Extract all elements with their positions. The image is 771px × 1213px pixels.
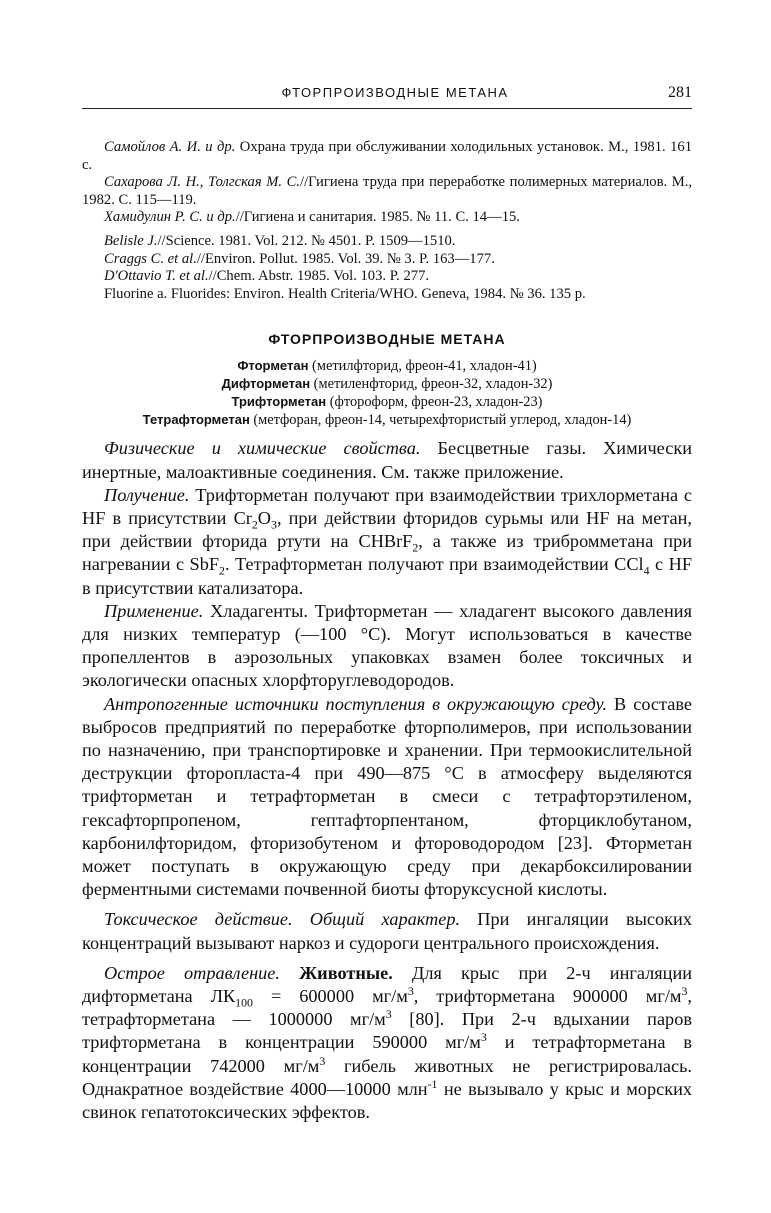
paragraph-toxic-action	[82, 908, 692, 954]
reference-item	[82, 251, 692, 269]
compound-name: Дифторметан	[221, 376, 311, 392]
synonym-line	[82, 393, 692, 411]
paragraph-text: Трифторметан получают при взаимодействии трихлорметана с HF в присутствии Cr	[82, 484, 692, 528]
reference-author: Craggs C. et al.	[104, 250, 197, 267]
paragraph-text: При ингаляции высоких концентраций вызывают наркоз и судороги центрального происхождения.	[82, 909, 692, 953]
paragraph-heading: Получение.	[104, 484, 190, 505]
reference-item	[82, 233, 692, 251]
compound-synonyms: (метиленфторид, фреон-32, хладон-32)	[310, 376, 553, 393]
paragraph-text: . Тетрафторметан получают при взаимодействии CCl	[224, 554, 644, 575]
paragraph-text: = 600000 мг/м	[252, 986, 408, 1007]
subscript: 2	[219, 564, 225, 579]
reference-text: //Chem. Abstr. 1985. Vol. 103. P. 277.	[208, 268, 430, 285]
paragraph-text: Хладагенты. Трифторметан — хладагент высокого давления для низких температур (—100 °С). Могут использоваться в качестве пропеллентов в аэрозольных упаковках взамен более токсичных и экологически опасных хлорфторуглеводородов.	[82, 600, 692, 691]
reference-author: Самойлов А. И. и др.	[104, 139, 236, 155]
paragraph-production	[82, 484, 692, 600]
subscript: 100	[235, 995, 253, 1010]
paragraph-acute-poisoning	[82, 962, 692, 1124]
superscript: 3	[681, 983, 688, 998]
synonym-line	[82, 375, 692, 393]
compound-name: Тетрафторметан	[142, 412, 250, 428]
compound-name: Трифторметан	[231, 394, 327, 410]
superscript: 3	[480, 1030, 487, 1045]
paragraph-application	[82, 600, 692, 693]
synonym-list	[82, 357, 692, 429]
paragraph-heading: Применение.	[104, 600, 204, 621]
subscript: 3	[271, 517, 277, 532]
paragraph-text: с HF в присутствии катализатора.	[82, 554, 692, 598]
reference-item	[82, 268, 692, 286]
reference-author: Сахарова Л. Н., Толгская М. С.	[104, 174, 301, 191]
subscript: 2	[251, 517, 258, 532]
paragraph-text: , а также из трибромметана при нагревании с SbF	[82, 531, 692, 575]
paragraph-heading: Антропогенные источники поступления в окружающую среду.	[104, 693, 608, 714]
section-title: ФТОРПРОИЗВОДНЫЕ МЕТАНА	[268, 331, 506, 348]
compound-name: Фторметан	[237, 358, 309, 374]
reference-item	[82, 139, 692, 174]
synonym-line	[82, 357, 692, 375]
page	[82, 84, 692, 1124]
compound-synonyms: (метилфторид, фреон-41, хладон-41)	[308, 358, 537, 375]
reference-text: Охрана труда при обслуживании холодильных установок. М., 1981. 161 с.	[82, 139, 692, 173]
paragraph-text: Бесцветные газы. Химически инертные, малоактивные соединения. См. также приложение.	[82, 438, 692, 482]
paragraph-text: не вызывало у крыс и морских свинок гепатотоксических эффектов.	[82, 1078, 692, 1123]
running-title: ФТОРПРОИЗВОДНЫЕ МЕТАНА	[281, 85, 509, 100]
synonym-line	[82, 411, 692, 429]
reference-author: D'Ottavio T. et al.	[104, 268, 209, 285]
paragraph-text: O	[257, 507, 271, 528]
paragraph-text: Для крыс при 2-ч ингаляции дифторметана ЛК	[82, 962, 693, 1007]
paragraph-text: гибель животных не регистрировалась. Однакратное воздействие 4000—10000 млн	[82, 1055, 692, 1099]
paragraph-heading: Физические и химические свойства.	[104, 438, 421, 459]
superscript: 3	[407, 983, 414, 998]
superscript: 3	[385, 1007, 392, 1022]
reference-text: //Гигиена труда при переработке полимерных материалов. М., 1982. С. 115—119.	[82, 174, 692, 208]
reference-item	[82, 174, 692, 209]
running-header	[82, 84, 692, 109]
reference-item	[82, 209, 692, 227]
compound-synonyms: (метфоран, фреон-14, четырехфтористый углерод, хладон-14)	[249, 412, 632, 429]
reference-author: Хамидулин Р. С. и др.	[104, 209, 236, 226]
reference-item	[82, 286, 692, 304]
reference-text: //Science. 1981. Vol. 212. № 4501. P. 1509—1510.	[157, 232, 456, 249]
subscript: 2	[412, 540, 419, 555]
paragraph-text: , трифторметана 900000 мг/м	[413, 986, 682, 1007]
reference-list	[82, 139, 692, 303]
paragraph-subheading: Животные.	[299, 962, 393, 983]
paragraph-text: , тетрафторметана — 1000000 мг/м	[82, 986, 692, 1030]
reference-text: //Environ. Pollut. 1985. Vol. 39. № 3. P. 163—177.	[196, 250, 495, 267]
body-text	[82, 437, 692, 1124]
reference-text: Fluorine a. Fluorides: Environ. Health Criteria/WHO. Geneva, 1984. № 36. 135 p.	[104, 285, 586, 302]
paragraph-text: , при действии фторидов сурьмы или HF на метан, при действии фторида ртути на CHBrF	[82, 507, 693, 552]
reference-author: Belisle J.	[104, 232, 158, 249]
paragraph-properties	[82, 437, 692, 483]
paragraph-heading: Токсическое действие. Общий характер.	[104, 909, 461, 930]
compound-synonyms: (фтороформ, фреон-23, хладон-23)	[326, 394, 543, 411]
page-number: 281	[668, 84, 692, 101]
superscript: -1	[427, 1076, 438, 1091]
superscript: 3	[319, 1053, 326, 1068]
reference-text: //Гигиена и санитария. 1985. № 11. С. 14—15.	[235, 209, 520, 226]
paragraph-heading: Острое отравление.	[104, 962, 280, 983]
paragraph-text: и тетрафторметана в концентрации 742000 мг/м	[82, 1032, 692, 1076]
paragraph-text: В составе выбросов предприятий по переработке фторполимеров, при использовании по назначению, при транспортировке и хранении. При термоокислительной деструкции фторопласта-4 при 490—875 °С в атмосферу выделяются трифторметан и тетрафторметан в смеси с тетрафторэтиленом, гексафторпропеном, гептафторпентаном, фторциклобутаном, карбонилфторидом, фторизобутеном и фтороводородом [23]. Фторметан может поступать в окружающую среду при декарбоксилировании ферментными системами почвенной биоты фторуксусной кислоты.	[82, 693, 693, 900]
paragraph-sources	[82, 693, 692, 902]
paragraph-text: [80]. При 2-ч вдыхании паров трифторметана в концентрации 590000 мг/м	[82, 1009, 692, 1053]
subscript: 4	[643, 564, 650, 579]
